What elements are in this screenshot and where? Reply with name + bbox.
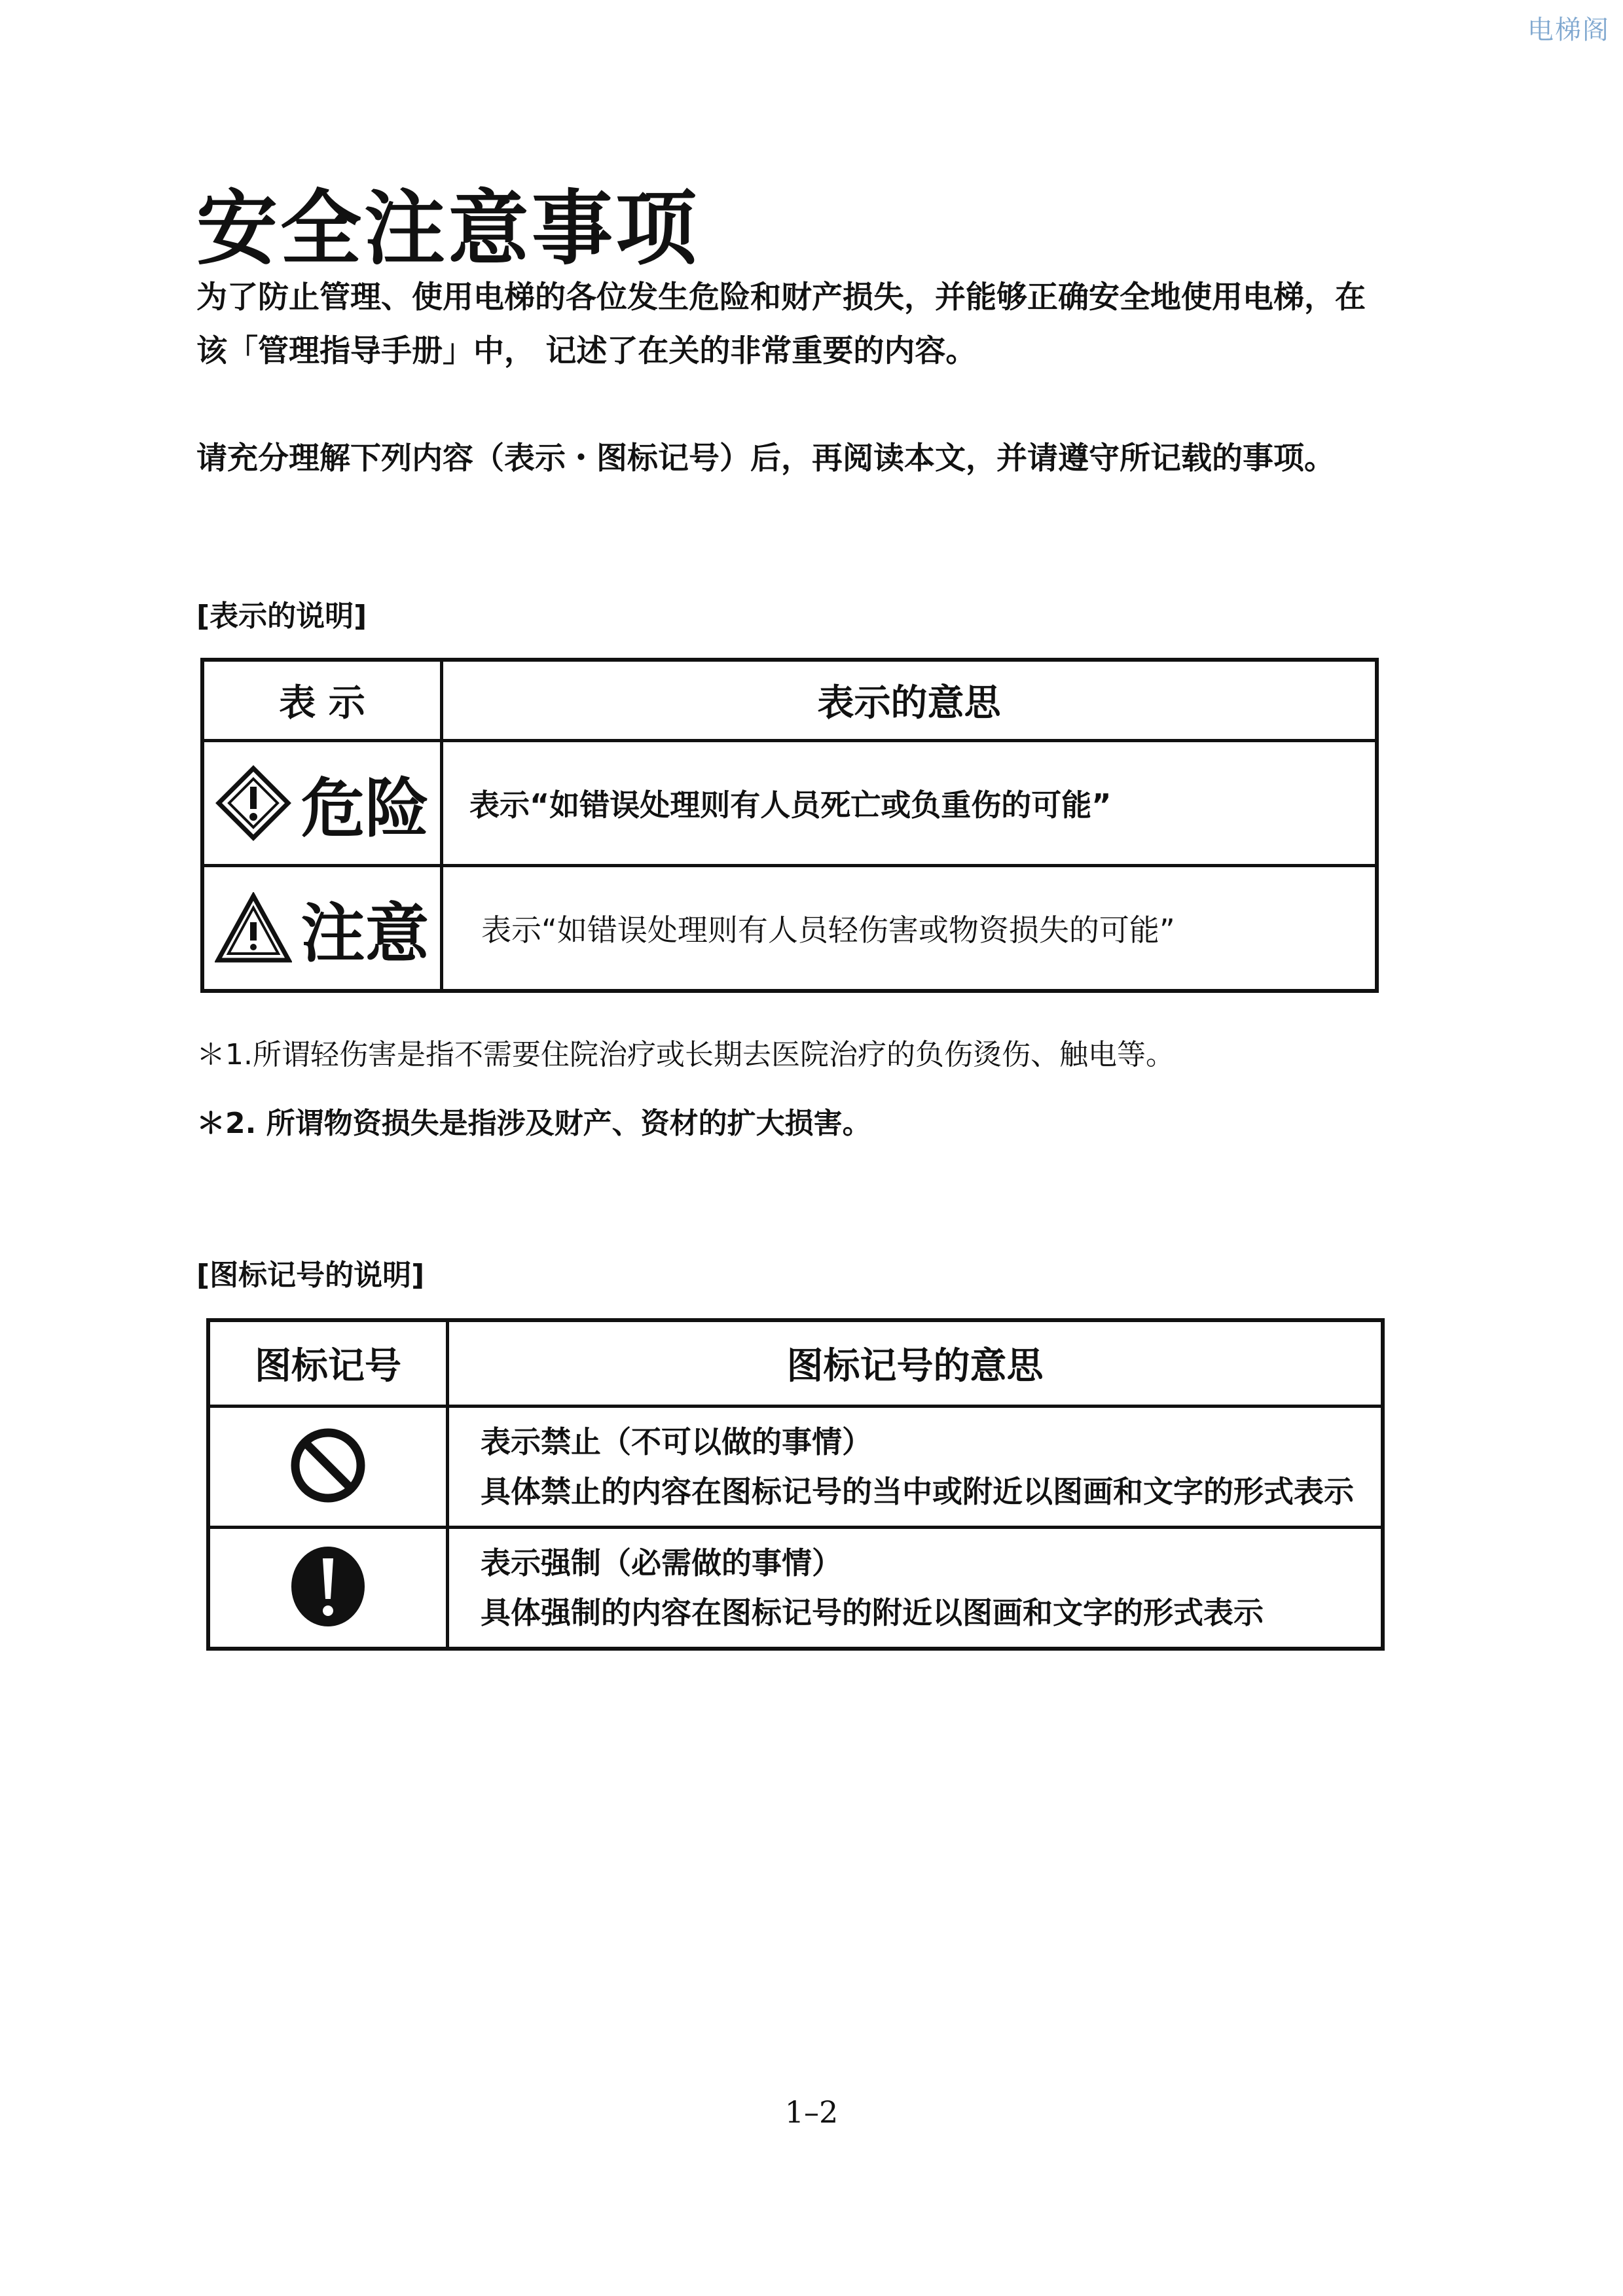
- table-row-danger: [202, 741, 1377, 866]
- table-row-prohibition: [208, 1407, 1383, 1528]
- display-section-label: [表示的说明]: [196, 600, 367, 633]
- table-row-caution: [202, 866, 1377, 992]
- mandatory-meaning: [448, 1528, 1383, 1649]
- header-display: 表 示: [202, 660, 442, 741]
- header-icon-meaning: 图标记号的意思: [448, 1320, 1383, 1407]
- prohibition-line-1: 表示禁止（不可以做的事情）: [481, 1424, 872, 1460]
- prohibition-meaning: [448, 1407, 1383, 1528]
- header-icon: 图标记号: [208, 1320, 448, 1407]
- icon-section-label: [图标记号的说明]: [196, 1259, 425, 1292]
- prohibition-line-2: 具体禁止的内容在图标记号的当中或附近以图画和文字的形式表示: [481, 1474, 1354, 1509]
- danger-label: 危险: [301, 771, 429, 846]
- mandatory-icon-cell: [208, 1528, 448, 1649]
- caution-meaning: 表示“如错误处理则有人员轻伤害或物资损失的可能”: [442, 866, 1377, 992]
- caution-symbol-cell: [202, 866, 442, 992]
- page-number: 1–2: [784, 2094, 839, 2130]
- watermark: 电梯阁: [1527, 15, 1610, 45]
- display-table-header: [202, 660, 1377, 741]
- mandatory-exclamation-icon: [289, 1544, 367, 1629]
- triangle-exclamation-icon: [215, 892, 292, 964]
- page-title: 安全注意事项: [196, 182, 700, 276]
- prohibition-icon: [289, 1426, 367, 1505]
- danger-meaning: 表示“如错误处理则有人员死亡或负重伤的可能”: [442, 741, 1377, 866]
- mandatory-line-2: 具体强制的内容在图标记号的附近以图画和文字的形式表示: [481, 1595, 1264, 1630]
- icon-table: [206, 1318, 1385, 1651]
- note-1: ＊1.所谓轻伤害是指不需要住院治疗或长期去医院治疗的负伤烫伤、触电等。: [196, 1038, 1175, 1071]
- mandatory-line-1: 表示强制（必需做的事情）: [481, 1545, 842, 1581]
- caution-label: 注意: [301, 896, 429, 971]
- instruction-paragraph: 请充分理解下列内容（表示・图标记号）后，再阅读本文，并请遵守所记载的事项。: [196, 440, 1335, 476]
- table-row-mandatory: [208, 1528, 1383, 1649]
- danger-symbol-cell: [202, 741, 442, 866]
- icon-table-header: [208, 1320, 1383, 1407]
- diamond-exclamation-icon: [215, 764, 292, 842]
- display-table: [200, 658, 1379, 993]
- prohibition-icon-cell: [208, 1407, 448, 1528]
- header-display-meaning: 表示的意思: [442, 660, 1377, 741]
- intro-paragraph: 为了防止管理、使用电梯的各位发生危险和财产损失，并能够正确安全地使用电梯，在该「管理指导手册」中， 记述了在关的非常重要的内容。: [196, 279, 1366, 369]
- note-2: ＊2. 所谓物资损失是指涉及财产、资材的扩大损害。: [196, 1107, 871, 1140]
